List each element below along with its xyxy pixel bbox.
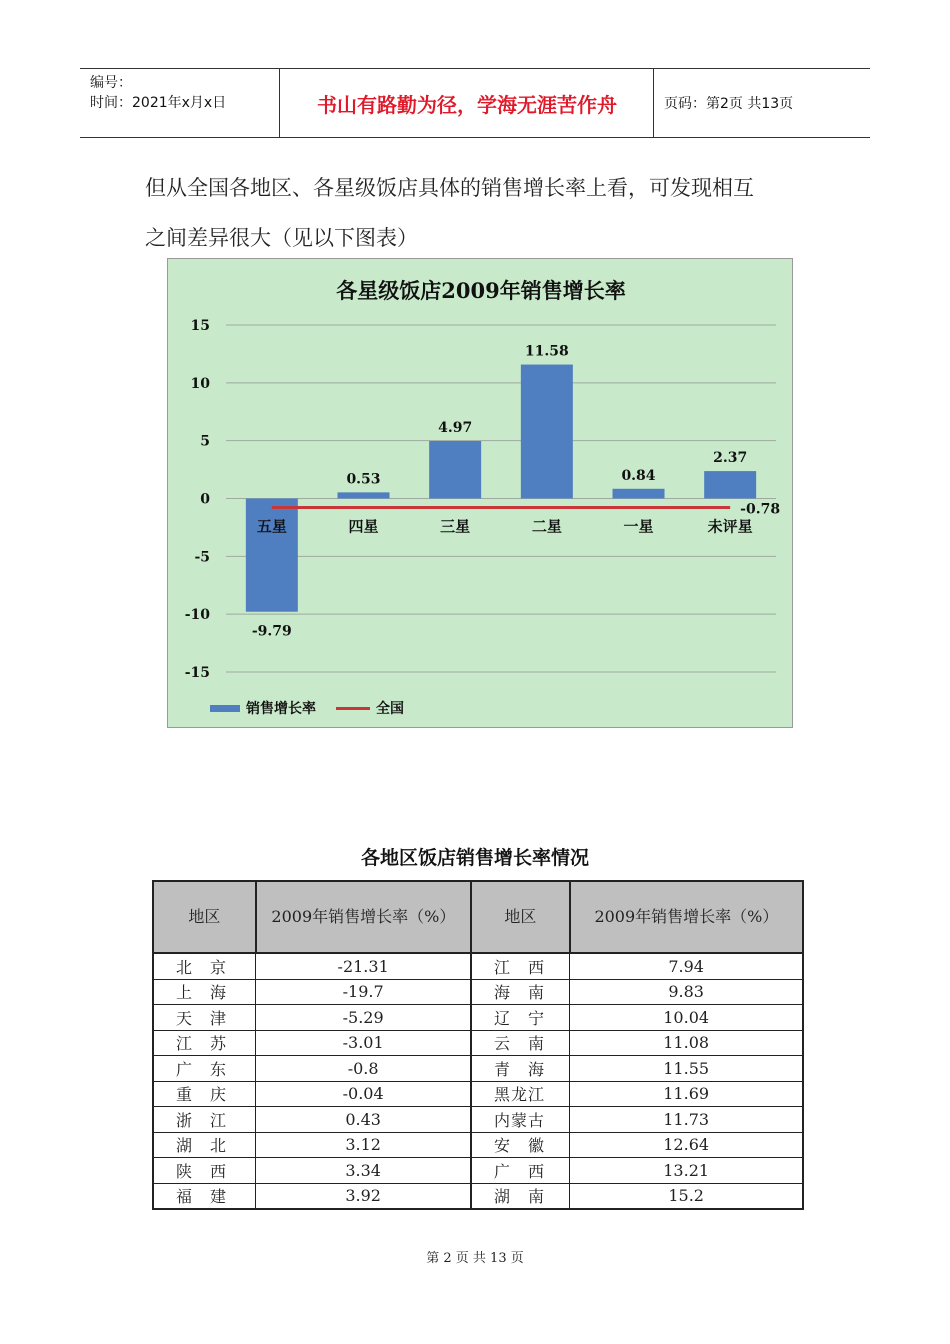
growth-cell: -21.31 bbox=[256, 953, 471, 979]
legend-bar-swatch bbox=[210, 705, 240, 712]
region-cell: 云 南 bbox=[471, 1030, 570, 1056]
region-cell: 辽 宁 bbox=[471, 1005, 570, 1031]
growth-cell: 11.73 bbox=[570, 1107, 803, 1133]
header-growth-2: 2009年销售增长率（%） bbox=[570, 881, 803, 953]
bar-data-label: 11.58 bbox=[524, 343, 569, 360]
bar-data-label: -9.79 bbox=[251, 623, 292, 640]
region-cell: 广 西 bbox=[471, 1158, 570, 1184]
region-growth-table bbox=[152, 880, 804, 1210]
doc-date: 时间：2021年x月x日 bbox=[90, 95, 227, 111]
growth-cell: 10.04 bbox=[570, 1005, 803, 1031]
growth-cell: -19.7 bbox=[256, 979, 471, 1005]
table-row bbox=[153, 1081, 803, 1107]
page-header bbox=[80, 68, 870, 138]
table-header-row bbox=[153, 881, 803, 953]
region-cell: 黑龙江 bbox=[471, 1081, 570, 1107]
y-tick-label: -10 bbox=[184, 607, 210, 624]
growth-cell: -3.01 bbox=[256, 1030, 471, 1056]
legend-line-swatch bbox=[336, 707, 370, 710]
bar bbox=[521, 365, 573, 499]
bar-data-label: 4.97 bbox=[438, 420, 473, 437]
y-tick-label: 5 bbox=[200, 433, 210, 450]
header-region-1: 地区 bbox=[153, 881, 256, 953]
region-cell: 海 南 bbox=[471, 979, 570, 1005]
table-row bbox=[153, 1183, 803, 1209]
body-text-line-2: 之间差异很大（见以下图表） bbox=[145, 226, 418, 250]
region-cell: 广 东 bbox=[153, 1056, 256, 1082]
growth-cell: 11.69 bbox=[570, 1081, 803, 1107]
bar-data-label: 0.53 bbox=[346, 471, 381, 488]
region-cell: 内蒙古 bbox=[471, 1107, 570, 1133]
x-tick-label: 四星 bbox=[348, 517, 379, 536]
growth-cell: -0.04 bbox=[256, 1081, 471, 1107]
region-cell: 江 苏 bbox=[153, 1030, 256, 1056]
table-row bbox=[153, 1158, 803, 1184]
doc-number-label: 编号： bbox=[90, 75, 132, 91]
table-title: 各地区饭店销售增长率情况 bbox=[360, 847, 589, 869]
x-tick-label: 二星 bbox=[531, 517, 562, 536]
growth-cell: 12.64 bbox=[570, 1132, 803, 1158]
region-cell: 安 徽 bbox=[471, 1132, 570, 1158]
header-page-number: 页码：第2页 共13页 bbox=[664, 96, 794, 112]
bar bbox=[704, 471, 756, 498]
header-motto: 书山有路勤为径，学海无涯苦作舟 bbox=[281, 69, 654, 137]
chart-legend bbox=[210, 697, 424, 719]
region-cell: 北 京 bbox=[153, 953, 256, 979]
growth-cell: 3.92 bbox=[256, 1183, 471, 1209]
growth-cell: 3.12 bbox=[256, 1132, 471, 1158]
growth-cell: 13.21 bbox=[570, 1158, 803, 1184]
header-region-2: 地区 bbox=[471, 881, 570, 953]
page-footer: 第 2 页 共 13 页 bbox=[426, 1251, 524, 1266]
bar bbox=[338, 492, 390, 498]
x-tick-label: 三星 bbox=[440, 517, 471, 536]
sales-growth-chart bbox=[167, 258, 793, 728]
region-cell: 青 海 bbox=[471, 1056, 570, 1082]
x-tick-label: 一星 bbox=[623, 517, 654, 536]
y-tick-label: 15 bbox=[190, 318, 210, 334]
bar bbox=[429, 441, 481, 498]
growth-cell: 7.94 bbox=[570, 953, 803, 979]
chart-title: 各星级饭店2009年销售增长率 bbox=[336, 278, 626, 303]
table-row bbox=[153, 979, 803, 1005]
y-tick-label: -5 bbox=[194, 549, 210, 566]
national-average-label: -0.78 bbox=[740, 501, 781, 518]
region-cell: 浙 江 bbox=[153, 1107, 256, 1133]
table-row bbox=[153, 1030, 803, 1056]
x-tick-label: 未评星 bbox=[707, 517, 753, 536]
table-row bbox=[153, 1056, 803, 1082]
legend-bar-label: 销售增长率 bbox=[246, 701, 316, 717]
x-tick-label: 五星 bbox=[256, 517, 287, 536]
region-cell: 江 西 bbox=[471, 953, 570, 979]
growth-cell: -5.29 bbox=[256, 1005, 471, 1031]
growth-cell: 11.55 bbox=[570, 1056, 803, 1082]
bar-data-label: 2.37 bbox=[713, 450, 748, 467]
bar bbox=[246, 499, 298, 612]
growth-cell: 9.83 bbox=[570, 979, 803, 1005]
table-row bbox=[153, 1005, 803, 1031]
legend-line-label: 全国 bbox=[376, 701, 404, 717]
growth-cell: 0.43 bbox=[256, 1107, 471, 1133]
region-cell: 湖 南 bbox=[471, 1183, 570, 1209]
region-cell: 湖 北 bbox=[153, 1132, 256, 1158]
header-growth-1: 2009年销售增长率（%） bbox=[256, 881, 471, 953]
growth-cell: -0.8 bbox=[256, 1056, 471, 1082]
y-tick-label: -15 bbox=[184, 665, 210, 681]
region-cell: 陕 西 bbox=[153, 1158, 256, 1184]
growth-cell: 3.34 bbox=[256, 1158, 471, 1184]
region-cell: 上 海 bbox=[153, 979, 256, 1005]
legend-item-bar bbox=[210, 698, 316, 718]
legend-item-line bbox=[336, 698, 404, 718]
y-tick-label: 0 bbox=[200, 491, 210, 508]
growth-cell: 11.08 bbox=[570, 1030, 803, 1056]
y-tick-label: 10 bbox=[190, 375, 210, 392]
table-row bbox=[153, 1107, 803, 1133]
region-cell: 福 建 bbox=[153, 1183, 256, 1209]
bar bbox=[613, 489, 665, 499]
header-meta bbox=[80, 69, 280, 137]
chart-plot bbox=[168, 259, 794, 729]
body-text-line-1: 但从全国各地区、各星级饭店具体的销售增长率上看，可发现相互 bbox=[145, 176, 754, 200]
region-cell: 重 庆 bbox=[153, 1081, 256, 1107]
region-cell: 天 津 bbox=[153, 1005, 256, 1031]
bar-data-label: 0.84 bbox=[621, 467, 656, 484]
table-row bbox=[153, 953, 803, 979]
table-row bbox=[153, 1132, 803, 1158]
growth-cell: 15.2 bbox=[570, 1183, 803, 1209]
